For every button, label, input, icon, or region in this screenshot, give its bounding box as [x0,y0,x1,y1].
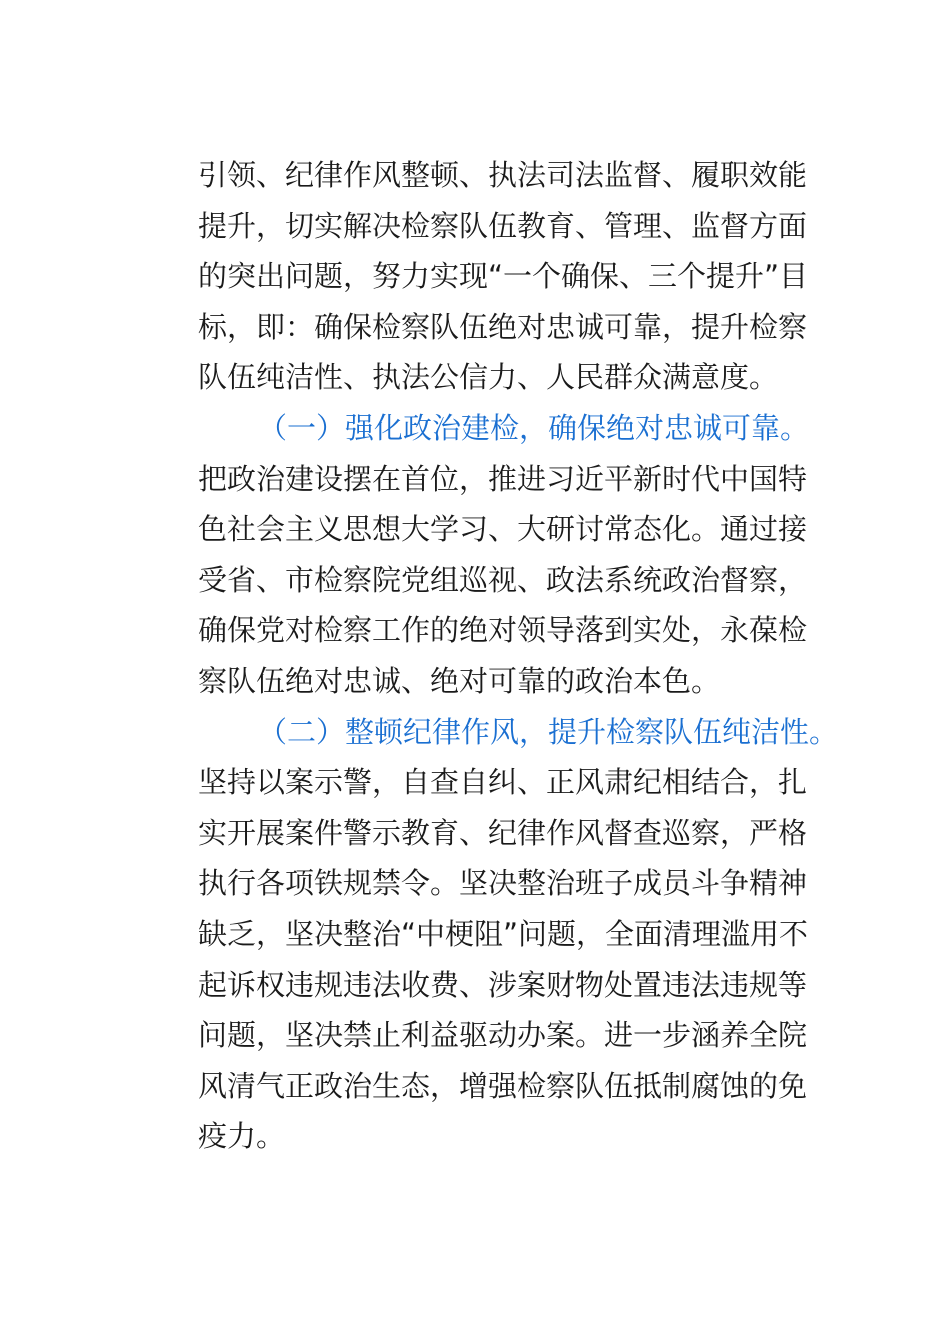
body-text-line: 的突出问题，努力实现“一个确保、三个提升”目 [198,259,809,294]
body-text-line: 疫力。 [198,1119,286,1154]
section-heading: （一）强化政治建检，确保绝对忠诚可靠。 [258,410,810,445]
body-text-line: 引领、纪律作风整顿、执法司法监督、履职效能 [198,158,808,192]
body-text-line: 实开展案件警示教育、纪律作风督查巡察，严格 [198,815,808,850]
body-text-line: 确保党对检察工作的绝对领导落到实处，永葆检 [198,613,808,648]
section-heading: （二）整顿纪律作风，提升检察队伍纯洁性。 [258,714,839,749]
body-text-line: 坚持以案示警，自查自纠、正风肃纪相结合，扎 [198,765,808,800]
body-text-line: 标，即：确保检察队伍绝对忠诚可靠，提升检察 [198,309,808,344]
body-text-line: 受省、市检察院党组巡视、政法系统政治督察， [198,562,808,597]
body-text-line: 风清气正政治生态，增强检察队伍抵制腐蚀的免 [198,1068,808,1103]
body-text-line: 执行各项铁规禁令。坚决整治班子成员斗争精神 [198,866,808,901]
body-text-line: 问题，坚决禁止利益驱动办案。进一步涵养全院 [198,1018,808,1053]
body-text-line: 起诉权违规违法收费、涉案财物处置违法违规等 [198,967,808,1002]
body-text-line: 队伍纯洁性、执法公信力、人民群众满意度。 [198,360,779,395]
body-text-line: 提升，切实解决检察队伍教育、管理、监督方面 [198,208,808,243]
body-text-line: 把政治建设摆在首位，推进习近平新时代中国特 [198,461,808,496]
body-text-line: 色社会主义思想大学习、大研讨常态化。通过接 [198,512,808,547]
document-body [198,150,838,1162]
body-text-line: 察队伍绝对忠诚、绝对可靠的政治本色。 [198,663,721,698]
body-text-line: 缺乏，坚决整治“中梗阻”问题，全面清理滥用不 [198,916,809,951]
